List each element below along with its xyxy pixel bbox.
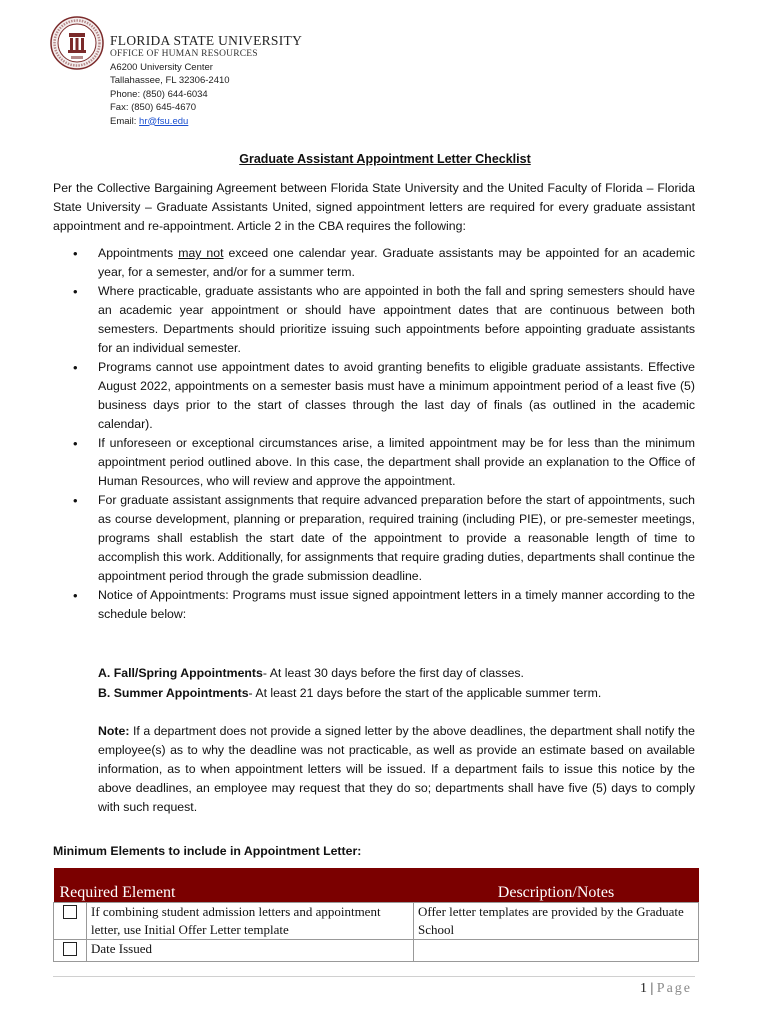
table-row [54,903,699,940]
address-line-2: Tallahassee, FL 32306-2410 [110,75,230,87]
email-line [110,115,230,128]
schedule [98,664,695,703]
note-paragraph: Note: If a department does not provide a signed letter by the above deadlines, the department shall notify the employee(s) as to why the deadline was not practicable, as well as provide an estimate based on available information, as to when appointment letters will be issued. If a department fails to issue this notice by the above deadlines, an employee may request that they do so; departments shall have five (5) days to comply with such request. [98,724,695,814]
office-name: OFFICE OF HUMAN RESOURCES [110,49,258,59]
table-row [54,940,699,962]
letterhead [50,16,350,126]
intro-paragraph: Per the Collective Bargaining Agreement between Florida State University and the United Faculty of Florida – Florida State University – Graduate Assistants United, signed appointment letters are required for every graduate assistant appointment and re-appointment. Article 2 in the CBA requires the following: [53,181,695,233]
page-number: 1 | Page [639,981,692,996]
min-elements-heading: Minimum Elements to include in Appointment Letter: [53,844,362,858]
email-label: Email: [110,115,140,127]
notes-cell: Offer letter templates are provided by the Graduate School [414,903,699,940]
fax: Fax: (850) 645-4670 [110,102,197,114]
table-header-row [54,868,699,903]
list-item: • Appointments may not exceed one calendar year. Graduate assistants may be appointed for an academic year, for a semester, and/or for a summer term. [53,244,695,282]
checkbox-cell [54,940,87,962]
email-link[interactable]: hr@fsu.edu [139,115,189,127]
column-header-notes: Description/Notes [414,868,699,903]
university-name: FLORIDA STATE UNIVERSITY [110,33,303,48]
fsu-seal-logo [50,16,104,70]
requirements-list [53,244,695,624]
footer-divider [53,976,695,977]
document-title: Graduate Assistant Appointment Letter Checklist [239,152,531,166]
element-cell: Date Issued [87,940,414,962]
list-item: • Programs cannot use appointment dates to avoid granting benefits to eligible graduate assistants. Effective August 2022, appointments on a semester basis must have a minimum appointment period of a least five (5) business days prior to the start of classes through the last day of finals (as outlined in the academic calendar). [53,358,695,434]
list-item: • If unforeseen or exceptional circumstances arise, a limited appointment may be for less than the minimum appointment period outlined above. In this case, the department shall provide an explanation to the Office of Human Resources, who will review and approve the appointment. [53,434,695,491]
notes-cell [414,940,699,962]
list-item: • Where practicable, graduate assistants who are appointed in both the fall and spring semesters should have an academic year appointment or should have appointment dates that are continuous between both semesters. Departments should prioritize issuing such appointments before appointing graduate assistants for an individual semester. [53,282,695,358]
list-item: • Notice of Appointments: Programs must issue signed appointment letters in a timely manner according to the schedule below: [53,586,695,624]
element-cell: If combining student admission letters and appointment letter, use Initial Offer Letter template [87,903,414,940]
schedule-fall-spring: A. Fall/Spring Appointments- At least 30 days before the first day of classes. [98,666,524,680]
emphasis-may-not: may not [178,246,224,260]
address-line-1: A6200 University Center [110,62,213,73]
schedule-summer: B. Summer Appointments- At least 21 days before the start of the applicable summer term. [98,685,602,700]
checkbox[interactable] [63,905,77,919]
column-header-required: Required Element [54,868,414,903]
phone: Phone: (850) 644-6034 [110,88,208,100]
list-item: • For graduate assistant assignments that require advanced preparation before the start of appointments, such as course development, planning or preparation, required training (including PIE), or pre-semester meetings, programs shall establish the start date of the appointment to provide a reasonable length of time to accomplish this work. Additionally, for assignments that require grading duties, departments shall continue the appointment period through the grade submission deadline. [53,491,695,586]
checkbox[interactable] [63,942,77,956]
note-label: Note: [98,724,130,738]
contact-block [110,61,230,128]
elements-table [53,868,699,962]
checkbox-cell [54,903,87,940]
